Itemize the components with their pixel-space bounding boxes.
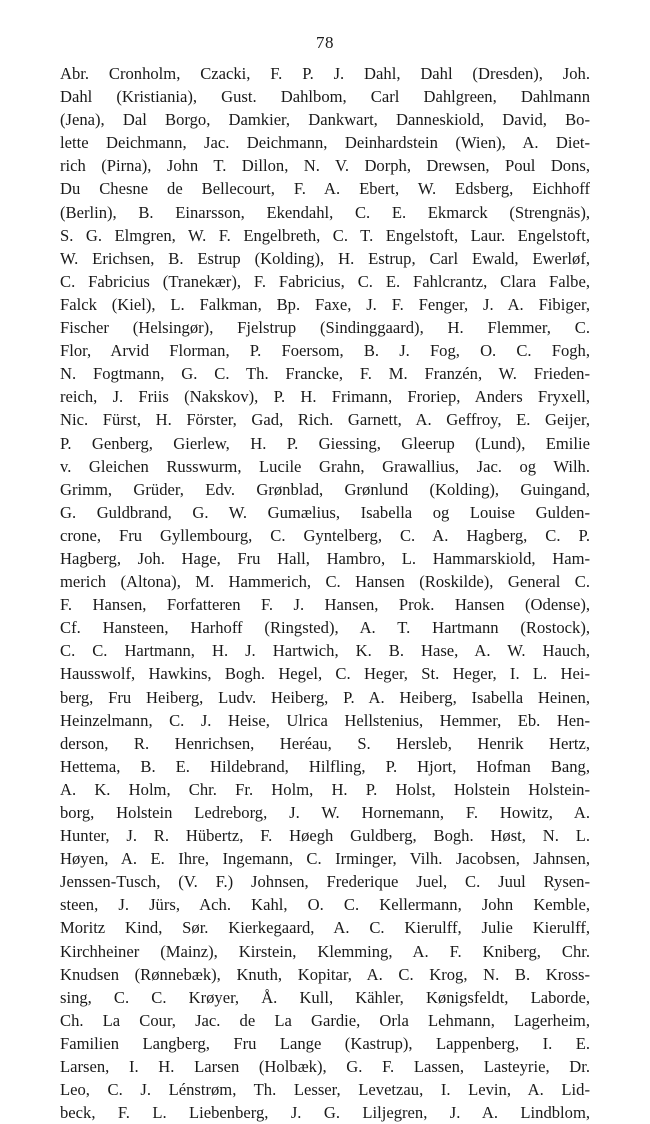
text-line: (Berlin), B. Einarsson, Ekendahl, C. E. Ekmarck (Strengnäs), (60, 202, 590, 222)
text-line: C. Fabricius (Tranekær), F. Fabricius, C. E. Fahlcrantz, Clara Falbe, (60, 271, 590, 291)
text-line: Fischer (Helsingør), Fjelstrup (Sindinggaard), H. Flemmer, C. (60, 318, 590, 338)
subscriber-list-text (60, 62, 590, 1124)
text-line: S. G. Elmgren, W. F. Engelbreth, C. T. Engelstoft, Laur. Engelstoft, (60, 225, 590, 245)
text-line: lette Deichmann, Jac. Deichmann, Deinhardstein (Wien), A. Diet- (60, 133, 590, 153)
text-line: Dahl (Kristiania), Gust. Dahlbom, Carl Dahlgreen, Dahlmann (60, 87, 590, 107)
text-line: (Jena), Dal Borgo, Damkier, Dankwart, Danneskiold, David, Bo- (60, 110, 590, 130)
text-line: Nic. Fürst, H. Förster, Gad, Rich. Garnett, A. Geffroy, E. Geijer, (60, 410, 590, 430)
text-line: reich, J. Friis (Nakskov), P. H. Frimann, Froriep, Anders Fryxell, (60, 387, 590, 407)
text-line: A. K. Holm, Chr. Fr. Holm, H. P. Holst, Holstein Holstein- (60, 779, 590, 799)
page-number: 78 (316, 33, 334, 52)
text-line: derson, R. Henrichsen, Heréau, S. Hersleb, Henrik Hertz, (60, 733, 590, 753)
text-line: Du Chesne de Bellecourt, F. A. Ebert, W. Edsberg, Eichhoff (60, 179, 590, 199)
text-line: W. Erichsen, B. Estrup (Kolding), H. Estrup, Carl Ewald, Ewerløf, (60, 248, 590, 268)
text-line: Heinzelmann, C. J. Heise, Ulrica Hellstenius, Hemmer, Eb. Hen- (60, 710, 590, 730)
text-line: C. C. Hartmann, H. J. Hartwich, K. B. Hase, A. W. Hauch, (60, 641, 590, 661)
text-line: Abr. Cronholm, Czacki, F. P. J. Dahl, Dahl (Dresden), Joh. (60, 64, 590, 83)
text-line: Flor, Arvid Florman, P. Foersom, B. J. Fog, O. C. Fogh, (60, 341, 590, 361)
text-line: Moritz Kind, Sør. Kierkegaard, A. C. Kierulff, Julie Kierulff, (60, 918, 590, 938)
text-line: Grimm, Grüder, Edv. Grønblad, Grønlund (Kolding), Guingand, (60, 479, 590, 499)
text-line: Familien Langberg, Fru Lange (Kastrup), Lappenberg, I. E. (60, 1033, 590, 1053)
text-line: borg, Holstein Ledreborg, J. W. Hornemann, F. Howitz, A. (60, 803, 590, 822)
text-line: Hunter, J. R. Hübertz, F. Høegh Guldberg, Bogh. Høst, N. L. (60, 826, 590, 846)
text-line: v. Gleichen Russwurm, Lucile Grahn, Grawallius, Jac. og Wilh. (60, 456, 590, 476)
text-line: F. Hansen, Forfatteren F. J. Hansen, Prok. Hansen (Odense), (60, 595, 590, 615)
text-line: Knudsen (Rønnebæk), Knuth, Kopitar, A. C. Krog, N. B. Kross- (60, 964, 590, 984)
text-line: Hagberg, Joh. Hage, Fru Hall, Hambro, L. Hammarskiold, Ham- (60, 548, 590, 568)
text-line: Leo, C. J. Lénstrøm, Th. Lesser, Levetzau, I. Levin, A. Lid- (60, 1080, 590, 1100)
text-line: Hettema, B. E. Hildebrand, Hilfling, P. Hjort, Hofman Bang, (60, 756, 590, 776)
text-line: Hausswolf, Hawkins, Bogh. Hegel, C. Heger, St. Heger, I. L. Hei- (60, 664, 590, 684)
text-line: G. Guldbrand, G. W. Gumælius, Isabella og Louise Gulden- (60, 502, 590, 522)
text-line: crone, Fru Gyllembourg, C. Gyntelberg, C. A. Hagberg, C. P. (60, 525, 590, 545)
text-line: Høyen, A. E. Ihre, Ingemann, C. Irminger, Vilh. Jacobsen, Jahnsen, (60, 849, 590, 869)
text-line: sing, C. C. Krøyer, Å. Kull, Kähler, Kønigsfeldt, Laborde, (60, 987, 590, 1007)
text-line: Falck (Kiel), L. Falkman, Bp. Faxe, J. F. Fenger, J. A. Fibiger, (60, 294, 590, 314)
text-line: Kirchheiner (Mainz), Kirstein, Klemming, A. F. Kniberg, Chr. (60, 941, 590, 961)
text-line: Jenssen-Tusch, (V. F.) Johnsen, Frederique Juel, C. Juul Rysen- (60, 872, 590, 892)
text-line: Cf. Hansteen, Harhoff (Ringsted), A. T. Hartmann (Rostock), (60, 618, 590, 638)
text-line: Larsen, I. H. Larsen (Holbæk), G. F. Lassen, Lasteyrie, Dr. (60, 1057, 590, 1077)
text-line: P. Genberg, Gierlew, H. P. Giessing, Gleerup (Lund), Emilie (60, 433, 590, 453)
text-line: merich (Altona), M. Hammerich, C. Hansen (Roskilde), General C. (60, 572, 590, 592)
text-line: rich (Pirna), John T. Dillon, N. V. Dorph, Drewsen, Poul Dons, (60, 156, 590, 176)
text-line: Ch. La Cour, Jac. de La Gardie, Orla Lehmann, Lagerheim, (60, 1010, 590, 1030)
text-line: berg, Fru Heiberg, Ludv. Heiberg, P. A. Heiberg, Isabella Heinen, (60, 687, 590, 707)
text-line: steen, J. Jürs, Ach. Kahl, O. C. Kellermann, John Kemble, (60, 895, 590, 915)
text-line: beck, F. L. Liebenberg, J. G. Liljegren, J. A. Lindblom, (60, 1103, 590, 1123)
text-line: N. Fogtmann, G. C. Th. Francke, F. M. Franzén, W. Frieden- (60, 364, 590, 384)
